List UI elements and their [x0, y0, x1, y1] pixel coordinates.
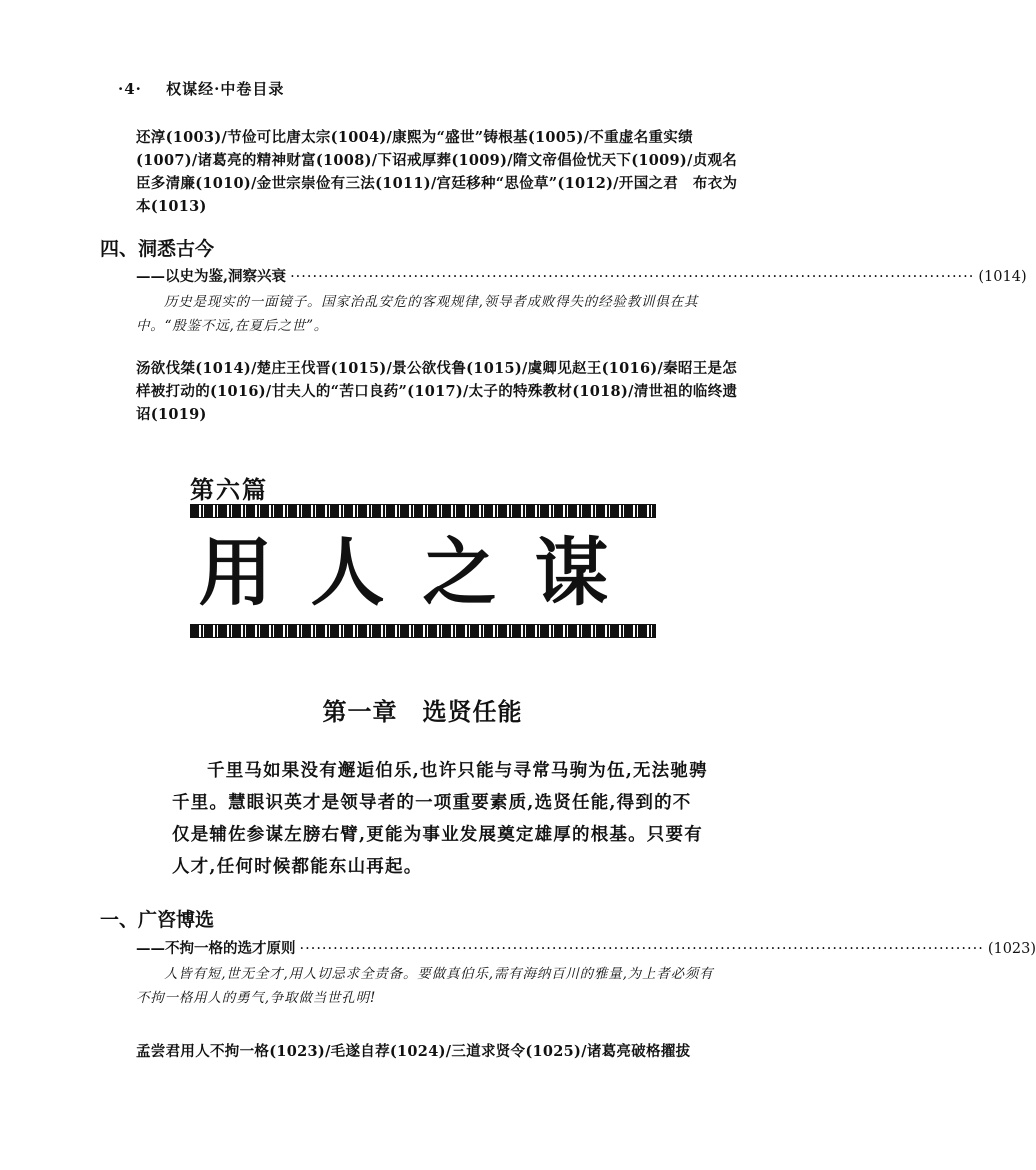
chapter-intro: 千里马如果没有邂逅伯乐,也许只能与寻常马驹为伍,无法驰骋千里。慧眼识英才是领导者的一项重要素质,选贤任能,得到的不仅是辅佐参谋左膀右臂,更能为事业发展奠定雄厚的根基。只要有人才,任何时候都能东山再起。 [172, 761, 708, 877]
section-1-subtitle-line[interactable] [136, 937, 1036, 958]
section-1-subtitle: ——不拘一格的选才原则 [136, 940, 296, 957]
section-4-subtitle-line[interactable] [136, 265, 1027, 286]
section-4-note: 历史是现实的一面镜子。国家治乱安危的客观规律,领导者成败得失的经验教训俱在其中。“殷鉴不远,在夏后之世”。 [136, 294, 699, 334]
ornamental-border-bottom [190, 624, 656, 638]
section-1-page: (1023) [987, 941, 1036, 957]
page-number: ·4· [118, 80, 142, 98]
leader-dots: ·························································································································· [290, 269, 975, 285]
section-1-entries: 孟尝君用人不拘一格(1023)/毛遂自荐(1024)/三道求贤令(1025)/诸葛亮破格擢拔 [136, 1043, 691, 1060]
section-4-subtitle: ——以史为鉴,洞察兴衰 [136, 268, 287, 285]
part-label: 第六篇 [190, 475, 268, 504]
ornamental-border-top [190, 504, 656, 518]
running-header [118, 78, 284, 99]
running-title: 权谋经·中卷目录 [166, 80, 285, 98]
section-4-title: 四、洞悉古今 [100, 238, 215, 260]
chapter-title: 第一章 选贤任能 [322, 697, 523, 726]
section-1-title: 一、广咨博选 [100, 909, 215, 931]
section-1-note: 人皆有短,世无全才,用人切忌求全责备。要做真伯乐,需有海纳百川的雅量,为上者必须有不拘一格用人的勇气,争取做当世孔明! [136, 966, 714, 1006]
part-title: 用人之谋 [198, 530, 647, 616]
section-4-entries: 汤欲伐桀(1014)/楚庄王伐晋(1015)/景公欲伐鲁(1015)/虞卿见赵王(1016)/秦昭王是怎样被打动的(1016)/甘夫人的“苦口良药”(1017)/太子的特殊教材(1018)/清世祖的临终遗诏(1019) [136, 360, 738, 423]
top-paragraph: 还淳(1003)/节俭可比唐太宗(1004)/康熙为“盛世”铸根基(1005)/不重虚名重实绩(1007)/诸葛亮的精神财富(1008)/下诏戒厚葬(1009)/隋文帝倡俭忧天下(1009)/贞观名臣多清廉(1010)/金世宗崇俭有三法(1011)/宫廷移种“思俭草”(1012)/开国之君 布衣为本(1013) [136, 129, 738, 215]
section-4-page: (1014) [978, 269, 1027, 285]
leader-dots: ·························································································································· [299, 941, 984, 957]
